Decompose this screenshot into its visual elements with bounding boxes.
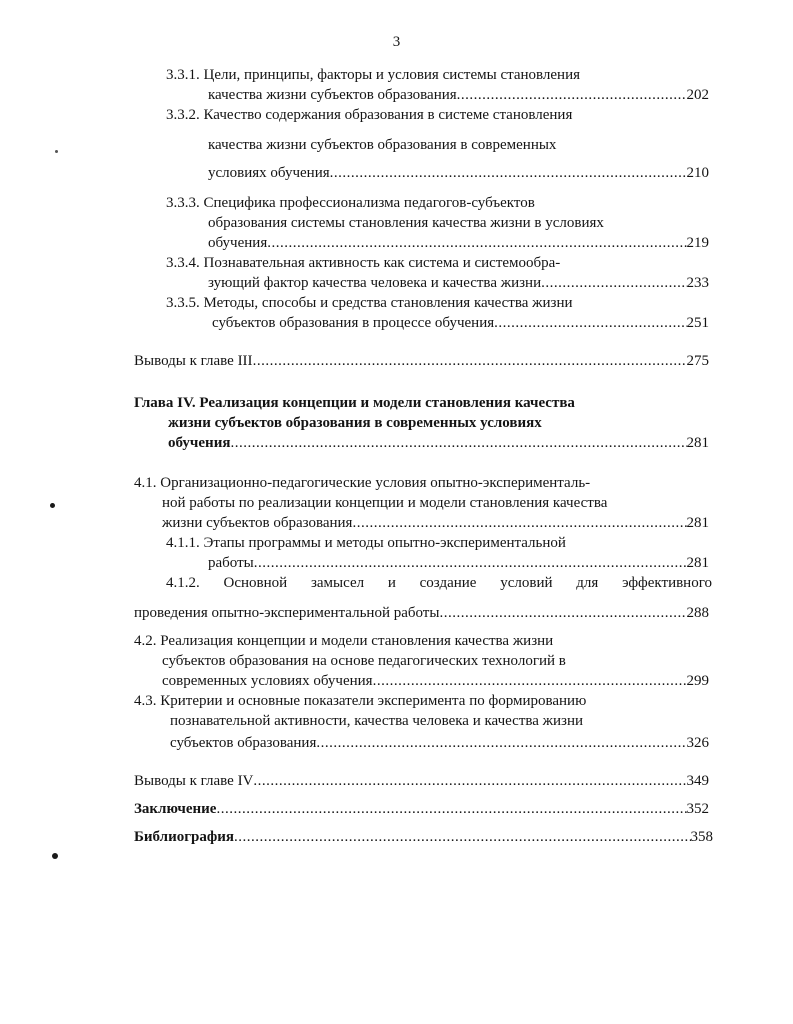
toc-entry-title: ной работы по реализации концепции и модели становления качества (162, 495, 608, 511)
toc-entry-title: зующий фактор качества человека и качества жизни (208, 275, 542, 291)
toc-entry-title: качества жизни субъектов образования в современных (208, 137, 557, 153)
toc-entry-title: жизни субъектов образования (162, 515, 353, 531)
dot-leader (494, 314, 686, 332)
toc-entry-title: субъектов образования в процессе обучения (212, 315, 495, 331)
toc-entry-title: Заключение (134, 801, 217, 817)
toc-page-number: 202 (686, 87, 709, 103)
toc-entry-title: Выводы к главе IV (134, 773, 254, 789)
toc-page-number: 251 (686, 315, 709, 331)
dot-leader (439, 604, 686, 622)
toc-entry-title: 4.1.1. Этапы программы и методы опытно-экспериментальной (166, 535, 566, 551)
dot-leader (253, 772, 686, 790)
toc-page-number: 281 (686, 435, 709, 451)
scan-mark (55, 150, 58, 153)
dot-leader (373, 672, 687, 690)
page-number: 3 (392, 34, 401, 50)
toc-entry-title: современных условиях обучения (162, 673, 373, 689)
toc-page-number: 349 (686, 773, 709, 789)
dot-leader (541, 274, 686, 292)
toc-page-number: 281 (686, 555, 709, 571)
toc-entry-title: 3.3.2. Качество содержания образования в системе становления (166, 107, 573, 123)
toc-page-number: 358 (690, 829, 713, 845)
toc-entry-title: работы (208, 555, 254, 571)
toc-entry-title: 4.1.2. Основной замысел и создание условий для эффективного (166, 575, 712, 591)
dot-leader (267, 234, 686, 252)
toc-entry-title: 4.2. Реализация концепции и модели становления качества жизни (134, 633, 554, 649)
dot-leader (316, 734, 686, 752)
toc-entry-title: 3.3.3. Специфика профессионализма педагогов-субъектов (166, 195, 535, 211)
toc-entry-title: 4.1. Организационно-педагогические условия опытно-эксперименталь- (134, 475, 591, 491)
dot-leader (352, 514, 686, 532)
chapter-title: обучения (168, 435, 231, 451)
toc-page-number: 275 (686, 353, 709, 369)
toc-page-number: 281 (686, 515, 709, 531)
scan-mark (50, 503, 55, 508)
toc-page-number: 326 (686, 735, 709, 751)
scan-mark (52, 853, 58, 859)
chapter-title: жизни субъектов образования в современных условиях (168, 415, 542, 431)
toc-entry-title: Библиография (134, 829, 235, 845)
toc-entry-title: 4.3. Критерии и основные показатели эксперимента по формированию (134, 693, 587, 709)
toc-entry-title: 3.3.4. Познавательная активность как система и системообра- (166, 255, 561, 271)
toc-entry-title: познавательной активности, качества человека и качества жизни (170, 713, 584, 729)
toc-entry-title: образования системы становления качества жизни в условиях (208, 215, 604, 231)
toc-page-number: 219 (686, 235, 709, 251)
toc-page-number: 233 (686, 275, 709, 291)
dot-leader (234, 828, 690, 846)
toc-entry-title: проведения опытно-экспериментальной работы (134, 605, 440, 621)
toc-entry-title: субъектов образования (170, 735, 317, 751)
toc-page-number: 299 (686, 673, 709, 689)
toc-entry-title: Выводы к главе III (134, 353, 253, 369)
toc-page-number: 288 (686, 605, 709, 621)
toc-entry-title: качества жизни субъектов образования (208, 87, 457, 103)
dot-leader (254, 554, 687, 572)
toc-entry-title: 3.3.5. Методы, способы и средства становления качества жизни (166, 295, 573, 311)
dot-leader (216, 800, 686, 818)
dot-leader (253, 352, 687, 370)
toc-entry-title: 3.3.1. Цели, принципы, факторы и условия системы становления (166, 67, 581, 83)
toc-entry-title: условиях обучения (208, 165, 330, 181)
dot-leader (457, 86, 687, 104)
toc-page-number: 352 (686, 801, 709, 817)
toc-page-number: 210 (686, 165, 709, 181)
chapter-title: Глава IV. Реализация концепции и модели становления качества (134, 395, 575, 411)
dot-leader (230, 434, 686, 452)
dot-leader (330, 164, 687, 182)
toc-entry-title: обучения (208, 235, 268, 251)
toc-entry-title: субъектов образования на основе педагогических технологий в (162, 653, 566, 669)
